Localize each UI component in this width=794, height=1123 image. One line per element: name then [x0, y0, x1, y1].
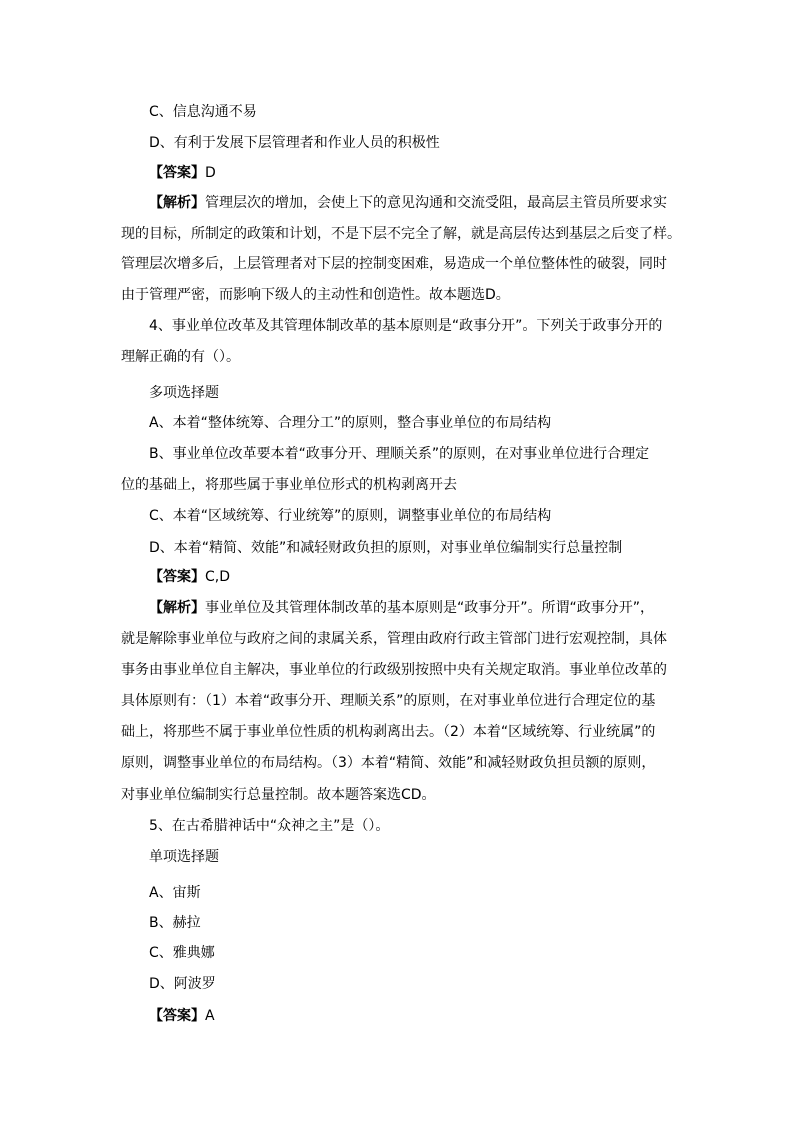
q3-analysis-line-1 — [149, 191, 667, 215]
q4-analysis-line-4: 具体原则有：（1）本着“政事分开、理顺关系”的原则，在对事业单位进行合理定位的基 — [121, 693, 656, 709]
answer-value: C,D — [205, 569, 231, 585]
q3-option-d: D、有利于发展下层管理者和作业人员的积极性 — [149, 135, 440, 151]
q4-answer — [149, 565, 230, 589]
q5-type: 单项选择题 — [149, 849, 219, 865]
q4-option-c: C、本着“区域统筹、行业统筹”的原则，调整事业单位的布局结构 — [149, 508, 552, 524]
q4-option-b-line-1: B、事业单位改革要本着“政事分开、理顺关系”的原则，在对事业单位进行合理定 — [149, 446, 650, 462]
q4-option-d: D、本着“精简、效能”和减轻财政负担的原则，对事业单位编制实行总量控制 — [149, 540, 623, 556]
answer-value: A — [205, 1008, 215, 1024]
q4-analysis-line-7: 对事业单位编制实行总量控制。故本题答案选CD。 — [121, 787, 436, 803]
q5-option-c: C、雅典娜 — [149, 945, 215, 961]
q3-answer — [149, 161, 216, 185]
q4-question-line-2: 理解正确的有（）。 — [121, 349, 240, 365]
analysis-tag: 【解析】 — [149, 195, 205, 211]
q3-analysis-line-4: 由于管理严密，而影响下级人的主动性和创造性。故本题选D。 — [121, 287, 510, 303]
q4-analysis-line-2: 就是解除事业单位与政府之间的隶属关系，管理由政府行政主管部门进行宏观控制，具体 — [121, 631, 667, 647]
q4-option-b-line-2: 位的基础上，将那些属于事业单位形式的机构剥离开去 — [121, 477, 457, 493]
q4-option-a: A、本着“整体统筹、合理分工”的原则，整合事业单位的布局结构 — [149, 415, 552, 431]
q4-analysis-line-3: 事务由事业单位自主解决，事业单位的行政级别按照中央有关规定取消。事业单位改革的 — [121, 662, 667, 678]
answer-value: D — [205, 165, 216, 181]
analysis-text: 管理层次的增加，会使上下的意见沟通和交流受阻，最高层主管员所要求实 — [205, 195, 667, 211]
q3-analysis-line-2: 现的目标，所制定的政策和计划，不是下层不完全了解，就是高层传达到基层之后变了样。 — [121, 226, 681, 242]
q5-answer — [149, 1004, 215, 1028]
answer-tag: 【答案】 — [149, 165, 205, 181]
q4-question-line-1: 4、事业单位改革及其管理体制改革的基本原则是“政事分开”。下列关于政事分开的 — [149, 318, 663, 334]
q4-analysis-line-6: 原则，调整事业单位的布局结构。（3）本着“精简、效能”和减轻财政负担员额的原则， — [121, 755, 656, 771]
q5-question: 5、在古希腊神话中“众神之主”是（）。 — [149, 818, 390, 834]
answer-tag: 【答案】 — [149, 1008, 205, 1024]
analysis-text: 事业单位及其管理体制改革的基本原则是“政事分开”。所谓“政事分开”， — [205, 600, 655, 616]
q3-analysis-line-3: 管理层次增多后，上层管理者对下层的控制变困难，易造成一个单位整体性的破裂，同时 — [121, 256, 667, 272]
analysis-tag: 【解析】 — [149, 600, 205, 616]
q5-option-a: A、宙斯 — [149, 885, 201, 901]
q3-option-c: C、信息沟通不易 — [149, 104, 257, 120]
q4-type: 多项选择题 — [149, 385, 219, 401]
q5-option-b: B、赫拉 — [149, 915, 201, 931]
q4-analysis-line-1 — [149, 596, 654, 620]
q5-option-d: D、阿波罗 — [149, 976, 216, 992]
answer-tag: 【答案】 — [149, 569, 205, 585]
q4-analysis-line-5: 础上，将那些不属于事业单位性质的机构剥离出去。（2）本着“区域统筹、行业统属”的 — [121, 724, 656, 740]
